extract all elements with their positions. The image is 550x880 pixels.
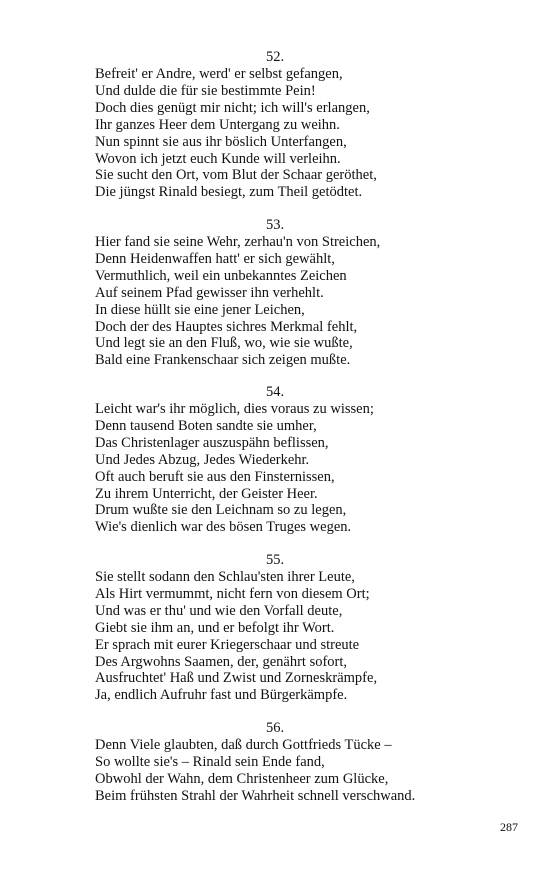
verse-line: Ausfruchtet' Haß und Zwist und Zorneskrämpfe, xyxy=(95,670,378,687)
verse-line: Ihr ganzes Heer dem Untergang zu weihn. xyxy=(95,116,340,133)
verse-line: Und was er thu' und wie den Vorfall deute, xyxy=(95,602,343,619)
stanza-number: 52. xyxy=(265,49,285,65)
verse-line: Doch dies genügt mir nicht; ich will's erlangen, xyxy=(95,99,370,116)
verse-line: Ja, endlich Aufruhr fast und Bürgerkämpfe. xyxy=(95,687,348,704)
verse-line: Giebt sie ihm an, und er befolgt ihr Wort. xyxy=(95,619,335,636)
verse-line: Und legt sie an den Fluß, wo, wie sie wußte, xyxy=(95,335,353,352)
verse-line: Doch der des Hauptes sichres Merkmal fehlt, xyxy=(95,318,358,335)
stanza-54 xyxy=(95,384,455,536)
verse-line: Er sprach mit eurer Kriegerschaar und streute xyxy=(95,636,360,653)
stanza-number: 55. xyxy=(265,552,285,568)
verse-line: Beim frühsten Strahl der Wahrheit schnell verschwand. xyxy=(95,787,416,804)
verse-line: Vermuthlich, weil ein unbekanntes Zeichen xyxy=(95,267,347,284)
verse-line: In diese hüllt sie eine jener Leichen, xyxy=(95,301,305,318)
stanza-53 xyxy=(95,217,455,369)
stanza-number: 54. xyxy=(265,384,285,400)
verse-line: Als Hirt vermummt, nicht fern von diesem Ort; xyxy=(95,585,370,602)
verse-line: Oft auch beruft sie aus den Finsternissen, xyxy=(95,468,335,485)
verse-line: Drum wußte sie den Leichnam so zu legen, xyxy=(95,502,347,519)
verse-line: Befreit' er Andre, werd' er selbst gefangen, xyxy=(95,66,343,82)
stanza-52 xyxy=(95,49,455,201)
verse-line: Zu ihrem Unterricht, der Geister Heer. xyxy=(95,485,318,502)
verse-line: Obwohl der Wahn, dem Christenheer zum Glücke, xyxy=(95,770,389,787)
verse-line: Wie's dienlich war des bösen Truges wegen. xyxy=(95,519,352,536)
stanza-number: 56. xyxy=(265,720,285,736)
verse-line: Bald eine Frankenschaar sich zeigen mußte. xyxy=(95,352,351,369)
verse-line: Das Christenlager auszuspähn beflissen, xyxy=(95,434,329,451)
verse-line: Sie stellt sodann den Schlau'sten ihrer Leute, xyxy=(95,569,355,585)
verse-line: Hier fand sie seine Wehr, zerhau'n von Streichen, xyxy=(95,234,381,250)
verse-line: Auf seinem Pfad gewisser ihn verhehlt. xyxy=(95,284,324,301)
verse-line: Und Jedes Abzug, Jedes Wiederkehr. xyxy=(95,451,310,468)
verse-line: Des Argwohns Saamen, der, genährt sofort, xyxy=(95,653,348,670)
stanza-number: 53. xyxy=(265,217,285,233)
verse-line: Denn tausend Boten sandte sie umher, xyxy=(95,417,317,434)
verse-line: Und dulde die für sie bestimmte Pein! xyxy=(95,82,316,99)
verse-line: Die jüngst Rinald besiegt, zum Theil getödtet. xyxy=(95,184,363,201)
stanza-56 xyxy=(95,720,455,805)
verse-line: Denn Heidenwaffen hatt' er sich gewählt, xyxy=(95,250,335,267)
verse-line: Denn Viele glaubten, daß durch Gottfrieds Tücke – xyxy=(95,737,392,753)
verse-line: Wovon ich jetzt euch Kunde will verleihn. xyxy=(95,150,341,167)
verse-line: Nun spinnt sie aus ihr böslich Unterfangen, xyxy=(95,133,347,150)
verse-line: So wollte sie's – Rinald sein Ende fand, xyxy=(95,753,325,770)
page-number: 287 xyxy=(500,820,518,834)
verse-line: Sie sucht den Ort, vom Blut der Schaar geröthet, xyxy=(95,167,377,184)
verse-line: Leicht war's ihr möglich, dies voraus zu wissen; xyxy=(95,401,374,417)
stanza-55 xyxy=(95,552,455,704)
